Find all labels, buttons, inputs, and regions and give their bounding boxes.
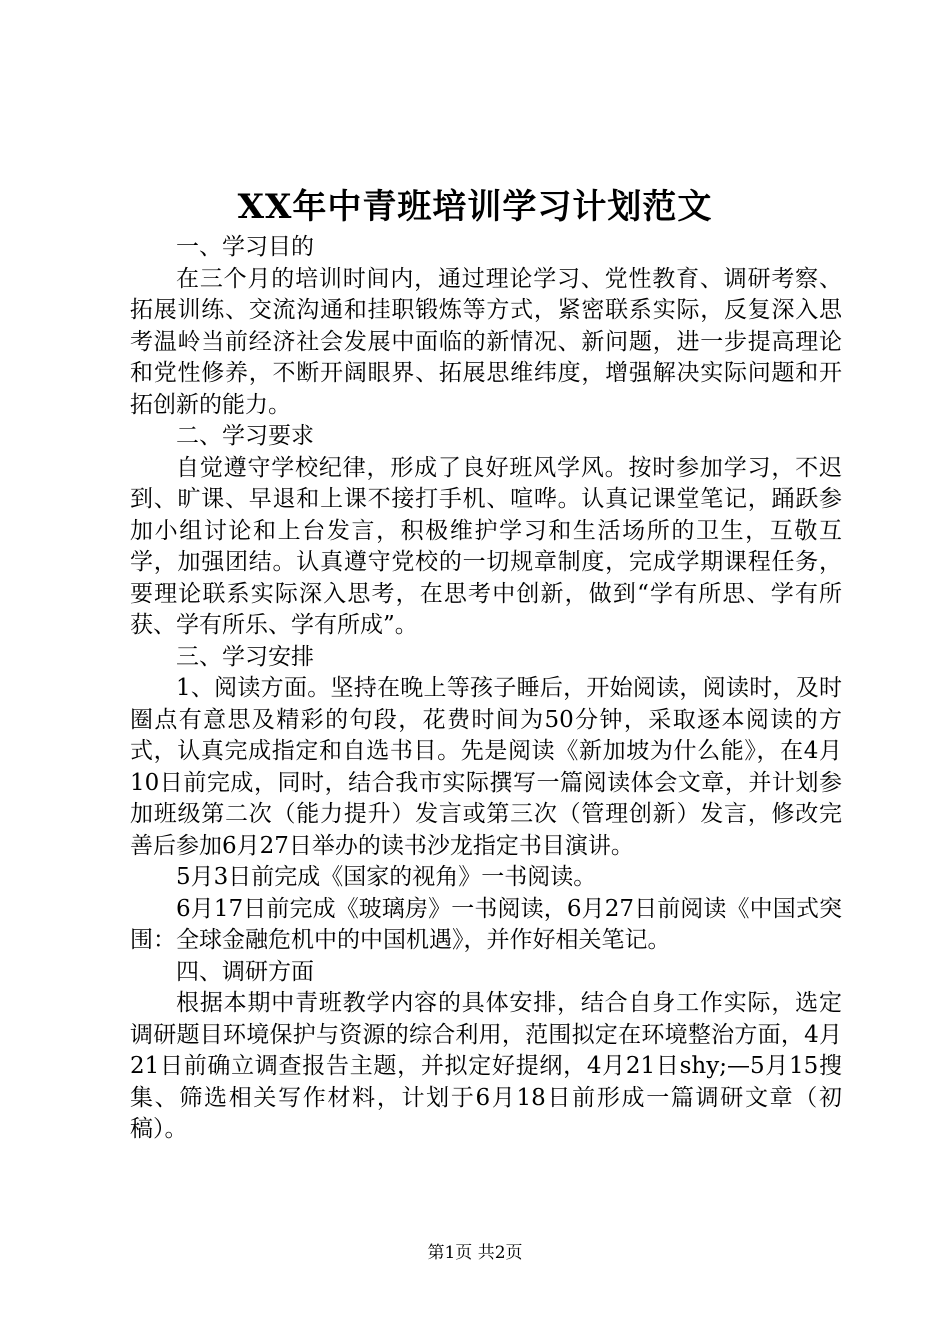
section-heading: 一、学习目的 (176, 234, 314, 260)
paragraph: 6月17日前完成《玻璃房》一书阅读，6月27日前阅读《中国式突围：全球金融危机中的中国机遇》，并作好相关笔记。 (130, 895, 842, 953)
page-footer: 第1页 共2页 (427, 1243, 523, 1263)
document-body (130, 232, 842, 1146)
paragraph: 1、阅读方面。坚持在晚上等孩子睡后，开始阅读，阅读时，及时圈点有意思及精彩的句段，花费时间为50分钟，采取逐本阅读的方式，认真完成指定和自选书目。先是阅读《新加坡为什么能》，在4月10日前完成，同时，结合我市实际撰写一篇阅读体会文章，并计划参加班级第二次（能力提升）发言或第三次（管理创新）发言，修改完善后参加6月27日举办的读书沙龙指定书目演讲。 (130, 675, 842, 859)
section-heading: 四、调研方面 (176, 958, 314, 985)
section-heading: 三、学习安排 (176, 643, 314, 670)
paragraph: 5月3日前完成《国家的视角》一书阅读。 (176, 864, 597, 890)
section-heading: 二、学习要求 (176, 423, 314, 449)
paragraph: 在三个月的培训时间内，通过理论学习、党性教育、调研考察、拓展训练、交流沟通和挂职锻炼等方式，紧密联系实际，反复深入思考温岭当前经济社会发展中面临的新情况、新问题，进一步提高理论和党性修养，不断开阔眼界、拓展思维纬度，增强解决实际问题和开拓创新的能力。 (130, 265, 842, 418)
document-title: XX年中青班培训学习计划范文 (237, 187, 713, 227)
paragraph: 自觉遵守学校纪律，形成了良好班风学风。按时参加学习，不迟到、旷课、早退和上课不接打手机、喧哗。认真记课堂笔记，踊跃参加小组讨论和上台发言，积极维护学习和生活场所的卫生，互敬互学，加强团结。认真遵守党校的一切规章制度，完成学期课程任务，要理论联系实际深入思考，在思考中创新，做到“学有所思、学有所获、学有所乐、学有所成”。 (130, 454, 842, 638)
paragraph: 根据本期中青班教学内容的具体安排，结合自身工作实际，选定调研题目环境保护与资源的综合利用，范围拟定在环境整治方面，4月21日前确立调查报告主题，并拟定好提纲，4月21日shy;—5月15搜集、筛选相关写作材料，计划于6月18日前形成一篇调研文章（初稿）。 (130, 990, 842, 1142)
